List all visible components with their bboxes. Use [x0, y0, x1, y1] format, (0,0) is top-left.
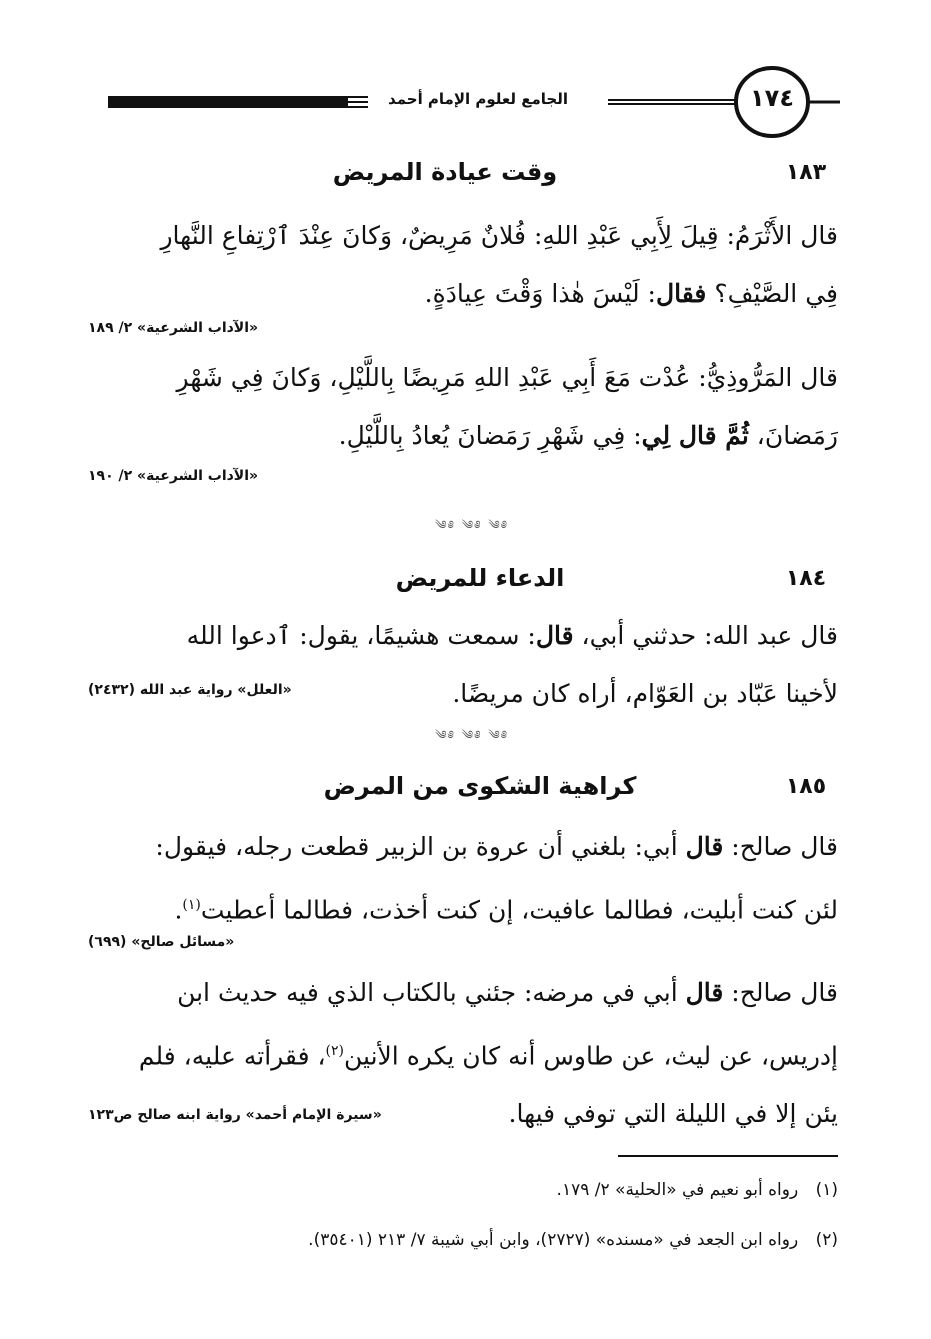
keyword: قال: [535, 621, 574, 650]
text-line: [88, 607, 838, 665]
text-run: فِي الصَّيْفِ؟: [706, 279, 838, 308]
text-run: لئن كنت أبليت، فطالما عافيت، إن كنت أخذت، فطالما أعطيت: [200, 895, 838, 925]
paragraph: [88, 607, 838, 723]
text-line: [88, 265, 838, 323]
paragraph: [88, 818, 838, 939]
section-number-badge: [775, 153, 837, 191]
section-number: ١٨٥: [785, 773, 827, 799]
text-run: : لَيْسَ هٰذا وَقْتَ عِيادَةٍ.: [424, 279, 656, 308]
source-citation: «سيرة الإمام أحمد» رواية ابنه صالح ص١٢٣: [88, 1107, 382, 1123]
text-line: قال الأَثْرَمُ: قِيلَ لِأَبِي عَبْدِ اللهِ: فُلانٌ مَرِيضٌ، وَكانَ عِنْدَ ٱرْتِفاعِ النَّهارِ: [160, 221, 838, 250]
text-run: إدريس، عن ليث، عن طاوس أنه كان يكره الأنين: [344, 1041, 838, 1071]
section-title: الدعاء للمريض: [395, 564, 565, 592]
paragraph: [88, 207, 838, 323]
keyword: ثُمَّ قال لِي: [641, 421, 749, 450]
text-run: قال عبد الله: حدثني أبي،: [573, 621, 838, 650]
footnote-text: رواه ابن الجعد في «مسنده» (٢٧٢٧)، وابن أبي شيبة ٧/ ٢١٣ (٣٥٤٠١).: [308, 1230, 799, 1250]
source-citation: «الآداب الشرعية» ٢/ ١٩٠: [88, 468, 259, 484]
keyword: فقال: [655, 279, 707, 308]
section-number: ١٨٤: [785, 565, 827, 591]
text-run: ، فقرأته عليه، فلم: [138, 1041, 326, 1071]
text-line: [88, 964, 838, 1022]
paragraph: [88, 349, 838, 465]
text-line: يئن إلا في الليلة التي توفي فيها.: [508, 1099, 838, 1129]
text-run: : فِي شَهْرِ رَمَضانَ يُعادُ بِاللَّيْلِ.: [338, 421, 642, 450]
text-run: قال صالح:: [723, 832, 838, 861]
source-citation: «مسائل صالح» (٦٩٩): [88, 934, 235, 950]
text-run: أبي في مرضه: جئني بالكتاب الذي فيه حديث ابن: [177, 978, 686, 1007]
text-line: قال المَرُّوذِيُّ: عُدْت مَعَ أَبِي عَبْدِ اللهِ مَرِيضًا بِاللَّيْلِ، وَكانَ فِي شَهْرِ: [176, 363, 838, 392]
ornament-divider: ༄༅ ༄༅ ༄༅: [435, 518, 509, 532]
text-run: رَمَضانَ،: [748, 421, 838, 450]
text-line: لأخينا عَبّاد بن العَوّام، أراه كان مريضًا.: [452, 679, 838, 708]
section-title: وقت عيادة المريض: [332, 158, 558, 186]
text-run: قال صالح:: [723, 978, 838, 1007]
running-title: الجامع لعلوم الإمام أحمد: [388, 90, 568, 108]
footnote: [88, 1230, 838, 1250]
section-number: ١٨٣: [785, 159, 827, 185]
keyword: قال: [685, 832, 724, 861]
source-citation: «العلل» رواية عبد الله (٢٤٣٢): [88, 682, 292, 698]
section-number-badge: [775, 767, 837, 805]
text-run: أبي: بلغني أن عروة بن الزبير قطعت رجله، فيقول:: [155, 832, 686, 861]
keyword: قال: [685, 978, 724, 1007]
text-run: : سمعت هشيمًا، يقول: ٱدعوا الله: [186, 621, 536, 650]
text-line: [88, 407, 838, 465]
footnote-text: رواه أبو نعيم في «الحلية» ٢/ ١٧٩.: [556, 1180, 799, 1200]
section-number-badge: [775, 559, 837, 597]
section-title: كراهية الشكوى من المرض: [323, 772, 637, 800]
source-citation: «الآداب الشرعية» ٢/ ١٨٩: [88, 320, 259, 336]
text-line: [88, 876, 838, 939]
text-run: .: [174, 895, 183, 925]
text-line: [88, 818, 838, 876]
footnote-marker: (١): [815, 1180, 838, 1200]
footnote-ref[interactable]: (١): [182, 897, 201, 913]
page-number: ١٧٤: [750, 84, 794, 112]
footnote: [88, 1180, 838, 1200]
ornament-divider: ༄༅ ༄༅ ༄༅: [435, 728, 509, 742]
footnote-separator: [618, 1155, 838, 1157]
text-line: [88, 1022, 838, 1085]
page-header: [88, 66, 848, 146]
footnote-marker: (٢): [815, 1230, 838, 1250]
footnote-ref[interactable]: (٢): [325, 1043, 345, 1059]
